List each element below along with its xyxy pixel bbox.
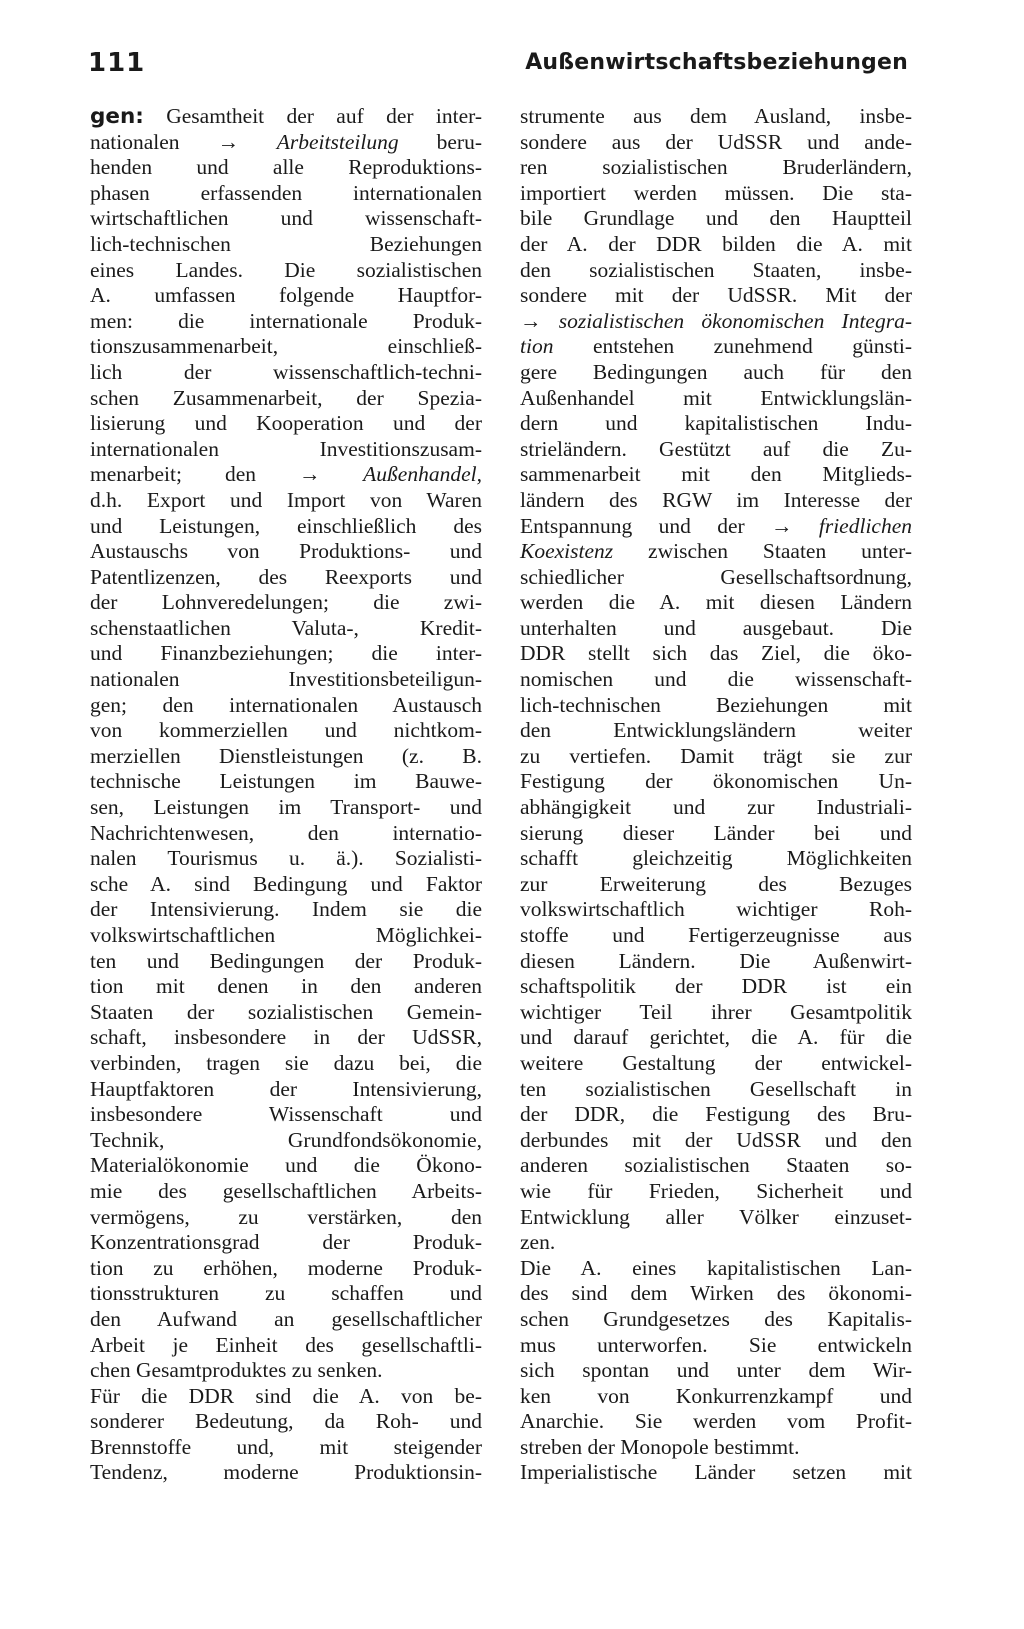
text-fragment: Brennstoffe und, mit steigender bbox=[90, 1434, 482, 1459]
text-fragment: ländern des RGW im Interesse der bbox=[520, 487, 912, 512]
text-fragment: Außenhandel mit Entwicklungslän- bbox=[520, 385, 912, 410]
text-line bbox=[520, 360, 912, 386]
text-line bbox=[90, 565, 482, 591]
text-fragment: Entwicklung aller Völker einzuset- bbox=[520, 1204, 912, 1229]
text-line bbox=[520, 334, 912, 360]
text-line bbox=[520, 744, 912, 770]
text-line bbox=[90, 1460, 482, 1486]
text-line bbox=[520, 693, 912, 719]
text-fragment: der Lohnveredelungen; die zwi- bbox=[90, 590, 482, 615]
text-line bbox=[520, 923, 912, 949]
text-line bbox=[520, 565, 912, 591]
text-line bbox=[520, 1409, 912, 1435]
text-fragment: strumente aus dem Ausland, insbe- bbox=[520, 104, 912, 128]
text-fragment: schafft gleichzeitig Möglichkeiten bbox=[520, 846, 912, 871]
text-line bbox=[520, 1128, 912, 1154]
text-fragment: entstehen zunehmend günsti- bbox=[553, 334, 912, 359]
text-fragment: schaft, insbesondere in der UdSSR, bbox=[90, 1025, 482, 1050]
text-fragment: ken von Konkurrenzkampf und bbox=[520, 1383, 912, 1408]
cross-reference: → friedlichen bbox=[771, 513, 913, 538]
text-fragment: sondere mit der UdSSR. Mit der bbox=[520, 283, 912, 308]
text-line bbox=[520, 130, 912, 156]
text-line bbox=[520, 206, 912, 232]
text-line bbox=[90, 949, 482, 975]
text-fragment: nationalen Investitionsbeteiligun- bbox=[90, 667, 482, 692]
text-line bbox=[90, 514, 482, 540]
text-line bbox=[520, 821, 912, 847]
text-fragment: sammenarbeit mit den Mitglieds- bbox=[520, 462, 912, 487]
text-line bbox=[90, 1077, 482, 1103]
text-line bbox=[90, 258, 482, 284]
text-line bbox=[90, 130, 482, 156]
text-fragment: gere Bedingungen auch für den bbox=[520, 359, 912, 384]
text-fragment: schen Zusammenarbeit, der Spezia- bbox=[90, 385, 482, 410]
text-fragment: sich spontan und unter dem Wir- bbox=[520, 1358, 912, 1383]
right-column bbox=[520, 104, 912, 1486]
text-line bbox=[90, 1102, 482, 1128]
text-line bbox=[90, 974, 482, 1000]
text-line bbox=[90, 1384, 482, 1410]
text-fragment: dern und kapitalistischen Indu- bbox=[520, 411, 912, 436]
cross-reference: → Außenhandel, bbox=[299, 462, 482, 487]
text-fragment: chen Gesamtproduktes zu senken. bbox=[90, 1358, 383, 1383]
text-line bbox=[520, 514, 912, 540]
text-fragment: insbesondere Wissenschaft und bbox=[90, 1102, 482, 1127]
text-fragment: der DDR, die Festigung des Bru- bbox=[520, 1102, 912, 1127]
text-fragment: Für die DDR sind die A. von be- bbox=[90, 1383, 482, 1408]
text-fragment: mie des gesellschaftlichen Arbeits- bbox=[90, 1178, 482, 1203]
text-fragment: Technik, Grundfondsökonomie, bbox=[90, 1127, 482, 1152]
text-fragment: bile Grundlage und den Hauptteil bbox=[520, 206, 912, 231]
text-fragment: werden die A. mit diesen Ländern bbox=[520, 590, 912, 615]
text-line bbox=[520, 641, 912, 667]
text-line bbox=[90, 1358, 482, 1384]
text-fragment: derbundes mit der UdSSR und den bbox=[520, 1127, 912, 1152]
text-fragment: sondere aus der UdSSR und ande- bbox=[520, 129, 912, 154]
text-line bbox=[520, 846, 912, 872]
text-fragment: wichtiger Teil ihrer Gesamtpolitik bbox=[520, 999, 912, 1024]
cross-reference: Koexistenz bbox=[520, 539, 614, 564]
text-fragment: Festigung der ökonomischen Un- bbox=[520, 769, 912, 794]
text-line bbox=[90, 1333, 482, 1359]
text-line bbox=[90, 488, 482, 514]
text-fragment: lich der wissenschaftlich-techni- bbox=[90, 359, 482, 384]
text-line bbox=[90, 1000, 482, 1026]
text-line bbox=[520, 1153, 912, 1179]
text-line bbox=[90, 795, 482, 821]
text-fragment: streben der Monopole bestimmt. bbox=[520, 1434, 800, 1459]
text-line bbox=[520, 462, 912, 488]
text-fragment: schen Grundgesetzes des Kapitalis- bbox=[520, 1306, 912, 1331]
text-fragment: wie für Frieden, Sicherheit und bbox=[520, 1178, 912, 1203]
text-line bbox=[520, 181, 912, 207]
text-fragment: zu vertiefen. Damit trägt sie zur bbox=[520, 743, 912, 768]
text-line bbox=[90, 360, 482, 386]
entry-keyword: gen: bbox=[90, 104, 144, 129]
text-line bbox=[90, 923, 482, 949]
text-fragment: tionsstrukturen zu schaffen und bbox=[90, 1281, 482, 1306]
text-line bbox=[520, 974, 912, 1000]
text-line bbox=[90, 1205, 482, 1231]
text-line bbox=[520, 309, 912, 335]
text-line bbox=[520, 1256, 912, 1282]
text-fragment: lich-technischen Beziehungen bbox=[90, 231, 482, 256]
text-line bbox=[520, 283, 912, 309]
text-fragment: schaftspolitik der DDR ist ein bbox=[520, 974, 912, 999]
text-fragment: tion mit denen in den anderen bbox=[90, 974, 482, 999]
text-fragment: volkswirtschaftlichen Möglichkei- bbox=[90, 923, 482, 947]
text-fragment: strieländern. Gestützt auf die Zu- bbox=[520, 436, 912, 461]
text-fragment: Arbeit je Einheit des gesellschaftli- bbox=[90, 1332, 482, 1357]
text-fragment: phasen erfassenden internationalen bbox=[90, 180, 482, 205]
text-line bbox=[90, 1051, 482, 1077]
text-fragment: d.h. Export und Import von Waren bbox=[90, 487, 482, 512]
text-line bbox=[90, 744, 482, 770]
text-fragment: sche A. sind Bedingung und Faktor bbox=[90, 871, 482, 896]
text-line bbox=[520, 1307, 912, 1333]
text-fragment: wirtschaftlichen und wissenschaft- bbox=[90, 206, 482, 231]
text-line bbox=[520, 795, 912, 821]
text-line bbox=[90, 846, 482, 872]
text-fragment: der A. der DDR bilden die A. mit bbox=[520, 231, 912, 256]
text-fragment: Anarchie. Sie werden vom Profit- bbox=[520, 1409, 912, 1434]
cross-reference: → Arbeitsteilung bbox=[217, 129, 399, 154]
text-fragment: diesen Ländern. Die Außenwirt- bbox=[520, 948, 912, 973]
text-fragment: lisierung und Kooperation und der bbox=[90, 411, 482, 436]
text-line bbox=[520, 1460, 912, 1486]
text-line bbox=[90, 232, 482, 258]
text-line bbox=[520, 1000, 912, 1026]
text-fragment: Gesamtheit der auf der inter- bbox=[143, 104, 482, 128]
text-line bbox=[90, 155, 482, 181]
text-fragment: Konzentrationsgrad der Produk- bbox=[90, 1230, 482, 1255]
text-line bbox=[520, 872, 912, 898]
text-line bbox=[90, 616, 482, 642]
text-fragment: Staaten der sozialistischen Gemein- bbox=[90, 999, 482, 1024]
text-line bbox=[90, 1307, 482, 1333]
text-fragment: Entspannung und der bbox=[520, 513, 772, 538]
text-line bbox=[90, 718, 482, 744]
text-line bbox=[520, 1358, 912, 1384]
text-fragment: nationalen bbox=[90, 129, 218, 154]
text-fragment: Die A. eines kapitalistischen Lan- bbox=[520, 1255, 912, 1280]
text-fragment: anderen sozialistischen Staaten so- bbox=[520, 1153, 912, 1178]
text-fragment: Patentlizenzen, des Reexports und bbox=[90, 564, 482, 589]
text-fragment: Imperialistische Länder setzen mit bbox=[520, 1460, 912, 1485]
text-line bbox=[520, 104, 912, 130]
text-line bbox=[520, 1051, 912, 1077]
text-line bbox=[520, 539, 912, 565]
text-fragment: stoffe und Fertigerzeugnisse aus bbox=[520, 923, 912, 947]
text-line bbox=[520, 488, 912, 514]
text-line bbox=[90, 539, 482, 565]
text-line bbox=[520, 1281, 912, 1307]
text-line bbox=[90, 1409, 482, 1435]
text-line bbox=[90, 437, 482, 463]
text-line bbox=[90, 590, 482, 616]
text-line bbox=[90, 1230, 482, 1256]
text-line bbox=[90, 667, 482, 693]
text-line bbox=[520, 949, 912, 975]
text-line bbox=[90, 462, 482, 488]
text-line bbox=[90, 334, 482, 360]
text-line bbox=[520, 590, 912, 616]
text-fragment: und Finanzbeziehungen; die inter- bbox=[90, 641, 482, 666]
text-fragment: tion zu erhöhen, moderne Produk- bbox=[90, 1255, 482, 1280]
text-line bbox=[90, 821, 482, 847]
running-head: Außenwirtschaftsbeziehungen bbox=[525, 50, 908, 75]
text-line bbox=[90, 1256, 482, 1282]
text-line bbox=[520, 1025, 912, 1051]
text-line bbox=[520, 1077, 912, 1103]
text-line bbox=[90, 1025, 482, 1051]
text-line bbox=[520, 155, 912, 181]
text-fragment: den sozialistischen Staaten, insbe- bbox=[520, 257, 912, 282]
page-number: 111 bbox=[88, 48, 146, 78]
text-fragment: und darauf gerichtet, die A. für die bbox=[520, 1025, 912, 1050]
text-fragment: menarbeit; den bbox=[90, 462, 300, 487]
text-fragment: des sind dem Wirken des ökonomi- bbox=[520, 1281, 912, 1306]
text-line bbox=[90, 897, 482, 923]
text-line bbox=[520, 897, 912, 923]
text-fragment: ten sozialistischen Gesellschaft in bbox=[520, 1076, 912, 1101]
text-line bbox=[520, 1205, 912, 1231]
text-fragment: sen, Leistungen im Transport- und bbox=[90, 795, 482, 820]
text-fragment: merziellen Dienstleistungen (z. B. bbox=[90, 743, 482, 768]
text-line bbox=[520, 411, 912, 437]
text-fragment: DDR stellt sich das Ziel, die öko- bbox=[520, 641, 912, 666]
text-fragment: Austauschs von Produktions- und bbox=[90, 539, 482, 564]
text-fragment: henden und alle Reproduktions- bbox=[90, 155, 482, 180]
text-fragment: Hauptfaktoren der Intensivierung, bbox=[90, 1076, 482, 1101]
text-line bbox=[90, 1281, 482, 1307]
text-line bbox=[520, 1230, 912, 1256]
text-fragment: Materialökonomie und die Ökono- bbox=[90, 1153, 482, 1178]
text-line bbox=[90, 386, 482, 412]
text-line bbox=[90, 1128, 482, 1154]
text-line bbox=[90, 1153, 482, 1179]
text-fragment: abhängigkeit und zur Industriali- bbox=[520, 795, 912, 820]
text-fragment: importiert werden müssen. Die sta- bbox=[520, 180, 912, 205]
text-fragment: sierung dieser Länder bei und bbox=[520, 820, 912, 845]
text-fragment: der Intensivierung. Indem sie die bbox=[90, 897, 482, 922]
text-fragment: den Entwicklungsländern weiter bbox=[520, 718, 912, 743]
text-fragment: verbinden, tragen sie dazu bei, die bbox=[90, 1050, 482, 1075]
text-line bbox=[520, 1435, 912, 1461]
text-fragment: schenstaatlichen Valuta-, Kredit- bbox=[90, 615, 482, 640]
text-fragment: mus unterworfen. Sie entwickeln bbox=[520, 1332, 912, 1357]
text-fragment: volkswirtschaftlich wichtiger Roh- bbox=[520, 897, 912, 922]
text-line bbox=[90, 641, 482, 667]
text-fragment: und Leistungen, einschließlich des bbox=[90, 513, 482, 538]
text-fragment: beru- bbox=[398, 129, 482, 154]
text-fragment: technische Leistungen im Bauwe- bbox=[90, 769, 482, 794]
text-line bbox=[90, 206, 482, 232]
text-fragment: zur Erweiterung des Bezuges bbox=[520, 871, 912, 896]
text-line bbox=[520, 1102, 912, 1128]
text-fragment: ren sozialistischen Bruderländern, bbox=[520, 155, 912, 180]
text-line bbox=[520, 1333, 912, 1359]
text-fragment: schiedlicher Gesellschaftsordnung, bbox=[520, 564, 912, 589]
text-fragment: zen. bbox=[520, 1230, 556, 1255]
text-fragment: nomischen und die wissenschaft- bbox=[520, 667, 912, 692]
cross-reference: → sozialistischen ökonomischen Integra- bbox=[520, 308, 912, 333]
text-fragment: weitere Gestaltung der entwickel- bbox=[520, 1050, 912, 1075]
text-line bbox=[520, 667, 912, 693]
text-line bbox=[90, 1179, 482, 1205]
text-fragment: eines Landes. Die sozialistischen bbox=[90, 257, 482, 282]
text-fragment: internationalen Investitionszusam- bbox=[90, 436, 482, 461]
text-line bbox=[90, 693, 482, 719]
text-line bbox=[520, 386, 912, 412]
cross-reference: tion bbox=[520, 334, 554, 359]
text-line bbox=[520, 1179, 912, 1205]
text-line bbox=[520, 616, 912, 642]
text-line bbox=[90, 769, 482, 795]
text-line bbox=[90, 1435, 482, 1461]
text-fragment: A. umfassen folgende Hauptfor- bbox=[90, 283, 482, 308]
text-fragment: von kommerziellen und nichtkom- bbox=[90, 718, 482, 743]
text-fragment: ten und Bedingungen der Produk- bbox=[90, 948, 482, 973]
text-fragment: lich-technischen Beziehungen mit bbox=[520, 692, 912, 717]
text-fragment: Tendenz, moderne Produktionsin- bbox=[90, 1460, 482, 1485]
text-line bbox=[520, 1384, 912, 1410]
text-fragment: unterhalten und ausgebaut. Die bbox=[520, 615, 912, 640]
text-line bbox=[90, 309, 482, 335]
text-line bbox=[90, 283, 482, 309]
text-fragment: sonderer Bedeutung, da Roh- und bbox=[90, 1409, 482, 1434]
text-line bbox=[90, 104, 482, 130]
text-fragment: tionszusammenarbeit, einschließ- bbox=[90, 334, 482, 359]
text-line bbox=[520, 258, 912, 284]
text-fragment: vermögens, zu verstärken, den bbox=[90, 1204, 482, 1229]
text-line bbox=[520, 437, 912, 463]
text-line bbox=[90, 411, 482, 437]
text-fragment: nalen Tourismus u. ä.). Sozialisti- bbox=[90, 846, 482, 871]
text-line bbox=[90, 181, 482, 207]
text-fragment: zwischen Staaten unter- bbox=[613, 539, 912, 564]
text-line bbox=[90, 872, 482, 898]
text-line bbox=[520, 718, 912, 744]
text-line bbox=[520, 769, 912, 795]
text-fragment: Nachrichtenwesen, den internatio- bbox=[90, 820, 482, 845]
left-column bbox=[90, 104, 482, 1486]
text-fragment: gen; den internationalen Austausch bbox=[90, 692, 482, 717]
text-fragment: men: die internationale Produk- bbox=[90, 308, 482, 333]
text-fragment: den Aufwand an gesellschaftlicher bbox=[90, 1306, 482, 1331]
text-line bbox=[520, 232, 912, 258]
